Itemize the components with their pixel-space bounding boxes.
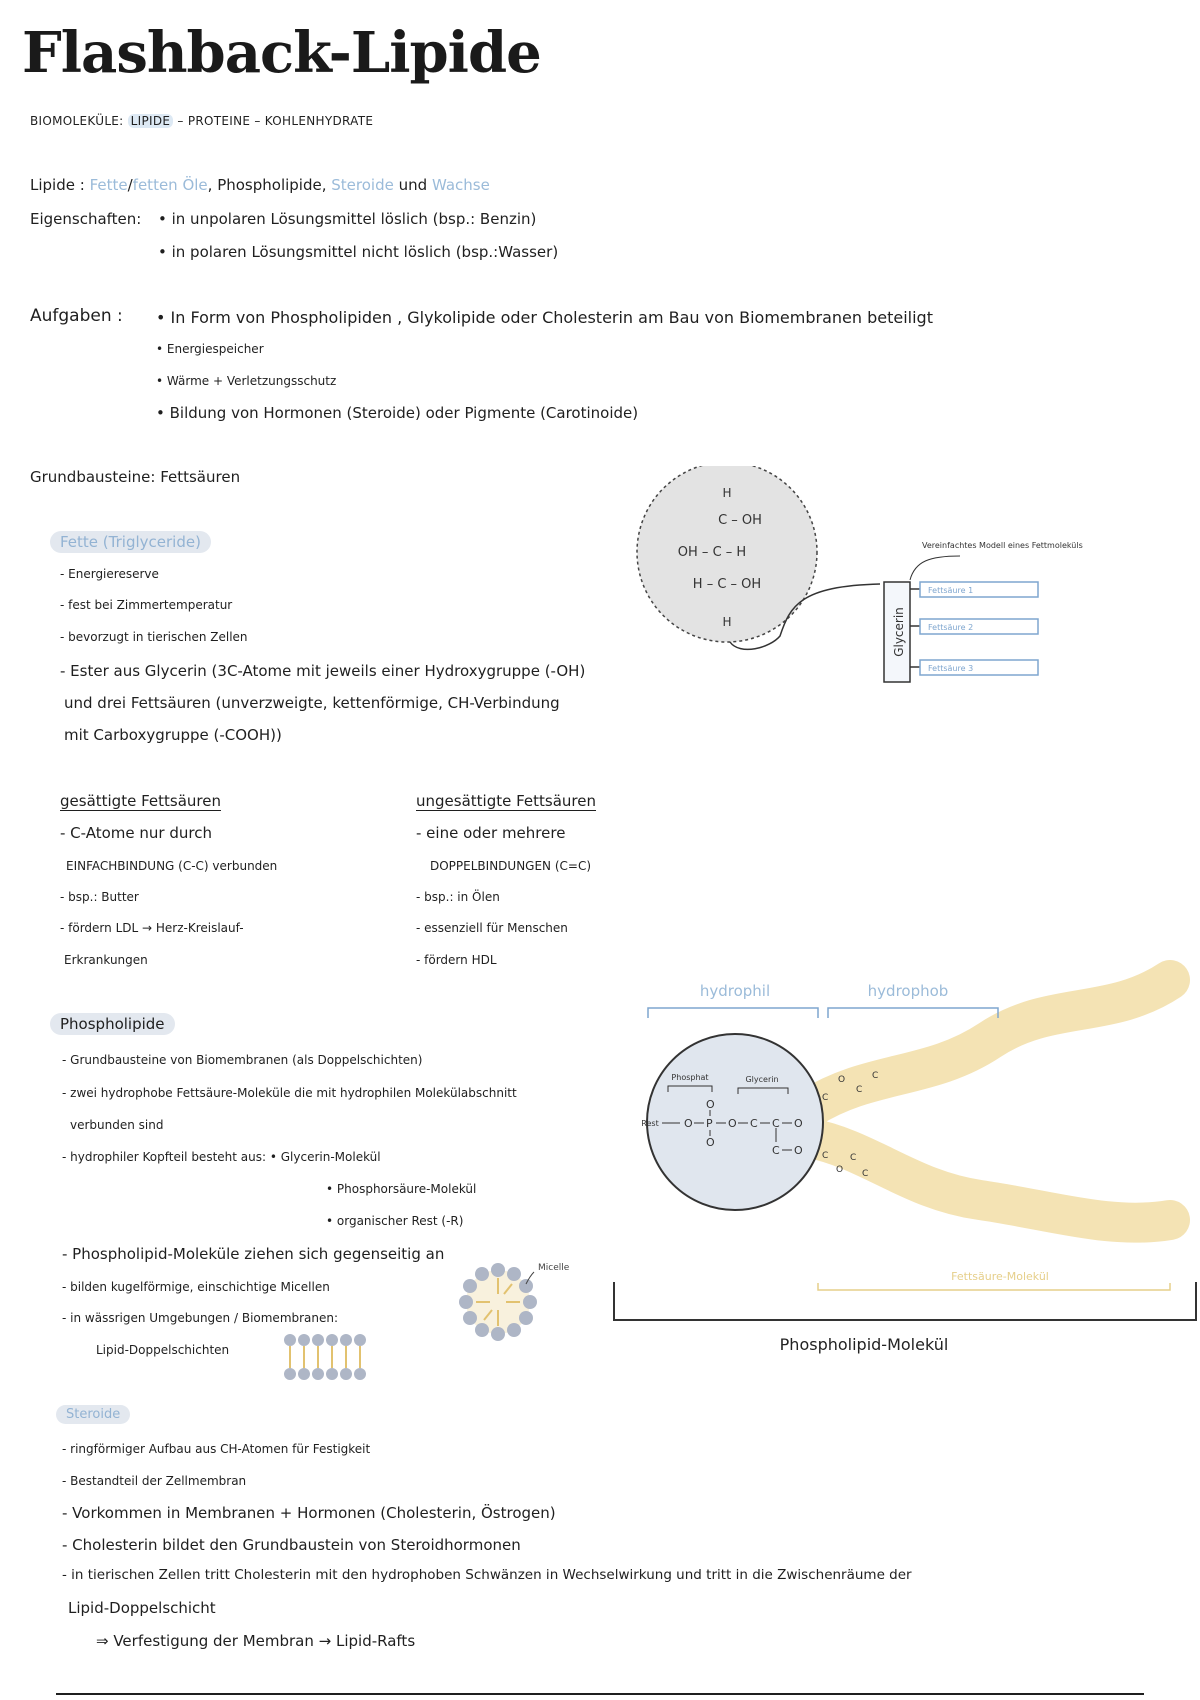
bilayer-heads-bottom — [284, 1368, 366, 1380]
svg-text:O: O — [838, 1075, 846, 1085]
phospholipide-heading-pill: Phospholipide — [50, 1013, 175, 1035]
rest-label: Rest — [641, 1119, 659, 1128]
fettsaeure-label: Fettsäure 1 — [928, 586, 974, 595]
bilayer-tails — [290, 1346, 360, 1368]
fatty-acid-tail-1 — [810, 980, 1170, 1108]
glycerin-row: OH – C – H — [677, 545, 747, 560]
aufgaben-item: • Bildung von Hormonen (Steroide) oder Pigmente (Carotinoide) — [156, 404, 639, 422]
svg-text:C: C — [850, 1153, 857, 1163]
svg-text:C: C — [750, 1117, 758, 1130]
phospholipid-item: • Phosphorsäure-Molekül — [326, 1182, 477, 1196]
svg-text:C: C — [862, 1169, 869, 1179]
ungesaettigt-item: - essenziell für Menschen — [416, 921, 568, 935]
micelle-label: Micelle — [538, 1263, 570, 1273]
fettsaeure-label: Fettsäure 2 — [928, 623, 974, 632]
steroide-heading — [56, 1404, 130, 1424]
aufgaben-item: • Energiespeicher — [156, 342, 264, 356]
phospholipid-item: - hydrophiler Kopfteil besteht aus: • Glycerin-Molekül — [62, 1150, 381, 1164]
phosphat-label: Phosphat — [671, 1073, 709, 1082]
molecule-brace — [614, 1282, 1196, 1320]
steroide-item: - Vorkommen in Membranen + Hormonen (Cholesterin, Östrogen) — [62, 1504, 556, 1522]
bottom-divider — [56, 1693, 1144, 1695]
svg-text:C: C — [822, 1093, 829, 1103]
svg-text:P: P — [706, 1117, 713, 1130]
eigenschaft-item: • in polaren Lösungsmittel nicht löslich (bsp.:Wasser) — [158, 243, 559, 261]
svg-text:O: O — [794, 1117, 803, 1130]
fette-item: und drei Fettsäuren (unverzweigte, kettenförmige, CH-Verbindung — [64, 694, 560, 712]
ungesaettigt-item: - eine oder mehrere — [416, 824, 566, 842]
fette-item: - Ester aus Glycerin (3C-Atome mit jeweils einer Hydroxygruppe (-OH) — [60, 662, 586, 680]
steroide-item: - ringförmiger Aufbau aus CH-Atomen für Festigkeit — [62, 1442, 371, 1456]
bilayer-heads-top — [284, 1334, 366, 1346]
glycerin-row: H — [722, 615, 732, 629]
glycerin-row: C – OH — [718, 513, 762, 528]
fette-heading-pill: Fette (Triglyceride) — [50, 531, 211, 553]
micelle-sketch — [280, 1258, 580, 1388]
page-title: Flashback-Lipide — [22, 20, 541, 86]
svg-text:O: O — [836, 1165, 844, 1175]
steroide-item: - in tierischen Zellen tritt Cholesterin mit den hydrophoben Schwänzen in Wechselwirkung und tritt in die Zwischenräume der — [62, 1567, 912, 1583]
lipide-sep: / — [127, 176, 133, 194]
fettsaeure-molekuel-label: Fettsäure-Molekül — [951, 1270, 1049, 1283]
lipide-oele: fetten Öle — [132, 176, 208, 194]
svg-text:O: O — [706, 1098, 715, 1111]
svg-text:C: C — [772, 1144, 780, 1157]
fettmodell-caption: Vereinfachtes Modell eines Fettmoleküls — [922, 541, 1083, 550]
steroide-heading-pill: Steroide — [56, 1405, 130, 1424]
phospholipid-item: Lipid-Doppelschichten — [96, 1343, 230, 1357]
glycerin-row: H — [722, 486, 732, 500]
phospholipide-heading — [50, 1013, 175, 1035]
svg-text:O: O — [706, 1136, 715, 1149]
steroide-item: - Cholesterin bildet den Grundbaustein von Steroidhormonen — [62, 1536, 521, 1554]
gesaettigt-item: - bsp.: Butter — [60, 890, 139, 904]
ungesaettigt-item: - bsp.: in Ölen — [416, 890, 500, 904]
ungesaettigt-item: DOPPELBINDUNGEN (C=C) — [430, 859, 592, 873]
svg-text:O: O — [684, 1117, 693, 1130]
phospholipid-item: - Grundbausteine von Biomembranen (als Doppelschichten) — [62, 1053, 423, 1067]
phospholipid-caption: Phospholipid-Molekül — [779, 1335, 949, 1354]
subtitle-lipide-highlight: LIPIDE — [128, 114, 174, 128]
fette-item: mit Carboxygruppe (-COOH)) — [64, 726, 282, 744]
hydrophil-label: hydrophil — [699, 982, 771, 1000]
hydrophob-label: hydrophob — [867, 982, 949, 1000]
fettsaeure-label: Fettsäure 3 — [928, 664, 974, 673]
svg-text:O: O — [794, 1144, 803, 1157]
svg-text:C: C — [872, 1071, 879, 1081]
gesaettigt-item: - fördern LDL → Herz-Kreislauf- — [60, 921, 244, 935]
svg-text:O: O — [728, 1117, 737, 1130]
phospholipid-diagram — [610, 960, 1200, 1360]
steroide-item: ⇒ Verfestigung der Membran → Lipid-Rafts — [96, 1632, 416, 1650]
phospholipid-item: - bilden kugelförmige, einschichtige Micellen — [62, 1280, 330, 1294]
gesaettigt-heading: gesättigte Fettsäuren — [60, 792, 221, 810]
fette-item: - Energiereserve — [60, 567, 159, 581]
phospholipid-item: • organischer Rest (-R) — [326, 1214, 464, 1228]
fettsaeure-brace — [818, 1283, 1170, 1290]
eigenschaft-item: • in unpolaren Lösungsmittel löslich (bsp.: Benzin) — [158, 210, 537, 228]
page-subtitle — [30, 114, 373, 128]
gesaettigt-item: - C-Atome nur durch — [60, 824, 212, 842]
grundbausteine: Grundbausteine: Fettsäuren — [30, 468, 241, 486]
phospholipid-item: - zwei hydrophobe Fettsäure-Moleküle die mit hydrophilen Molekülabschnitt — [62, 1086, 517, 1100]
eigenschaften-label: Eigenschaften: — [30, 210, 142, 228]
steroide-item: - Bestandteil der Zellmembran — [62, 1474, 247, 1488]
glycerin-box-label: Glycerin — [892, 607, 906, 657]
fette-item: - fest bei Zimmertemperatur — [60, 598, 233, 612]
subtitle-rest: – PROTEINE – KOHLENHYDRATE — [177, 114, 374, 128]
fette-heading — [50, 531, 211, 553]
svg-text:C: C — [856, 1085, 863, 1095]
hydrophob-brace — [828, 1008, 998, 1018]
lipide-fette: Fette — [89, 176, 128, 194]
aufgaben-item: • In Form von Phospholipiden , Glykolipide oder Cholesterin am Bau von Biomembranen beteiligt — [156, 308, 933, 327]
glycerin-label: Glycerin — [745, 1075, 779, 1084]
gesaettigt-item: EINFACHBINDUNG (C-C) verbunden — [66, 859, 278, 873]
svg-text:C: C — [822, 1151, 829, 1161]
phospholipid-item: - Phospholipid-Moleküle ziehen sich gegenseitig an — [62, 1245, 445, 1263]
lipide-label: Lipide : — [30, 176, 85, 194]
aufgaben-item: • Wärme + Verletzungsschutz — [156, 374, 337, 388]
steroide-item: Lipid-Doppelschicht — [68, 1599, 216, 1617]
phospholipid-item: verbunden sind — [70, 1118, 164, 1132]
svg-text:C: C — [772, 1117, 780, 1130]
hydrophil-brace — [648, 1008, 818, 1018]
lipide-steroide: Steroide — [331, 176, 394, 194]
fette-item: - bevorzugt in tierischen Zellen — [60, 630, 248, 644]
caption-pointer — [910, 556, 960, 580]
lipide-wachse: Wachse — [431, 176, 490, 194]
phospholipid-item: - in wässrigen Umgebungen / Biomembranen: — [62, 1311, 339, 1325]
lipide-und: und — [398, 176, 428, 194]
aufgaben-label: Aufgaben : — [30, 306, 123, 326]
lipide-mid: , Phospholipide, — [207, 176, 327, 194]
ungesaettigt-heading: ungesättigte Fettsäuren — [416, 792, 596, 810]
ungesaettigt-item: - fördern HDL — [416, 953, 497, 967]
fatty-acid-tail-2 — [810, 1138, 1170, 1223]
gesaettigt-item: Erkrankungen — [64, 953, 148, 967]
lipide-line — [30, 176, 490, 194]
subtitle-biomolekuele: BIOMOLEKÜLE: — [30, 114, 124, 128]
glycerin-diagram — [630, 466, 1150, 686]
glycerin-row: H – C – OH — [692, 577, 762, 592]
